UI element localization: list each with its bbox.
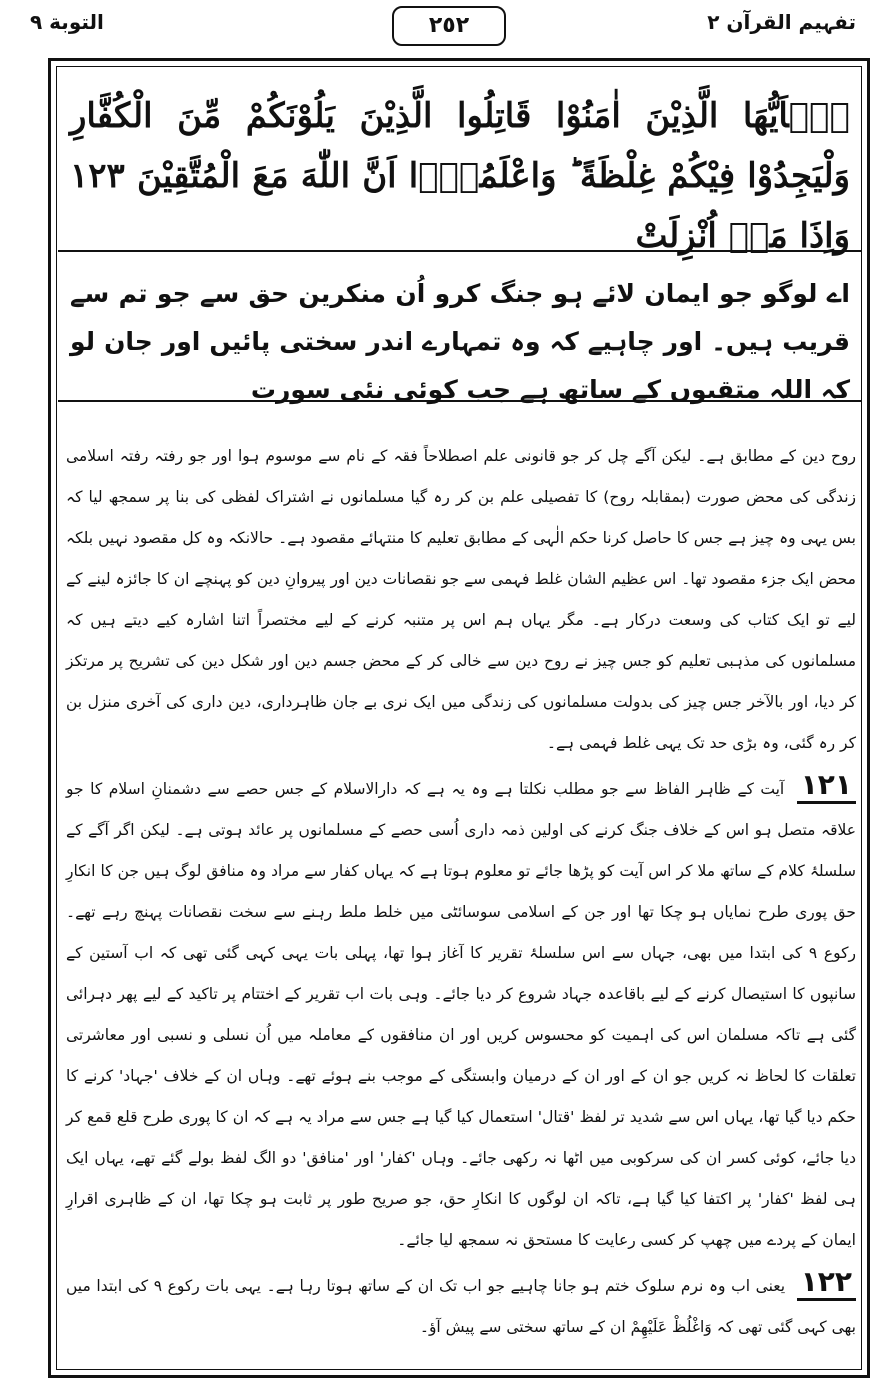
commentary-paragraph-1: روح دین کے مطابق ہے۔ لیکن آگے چل کر جو قانونی علم اصطلاحاً فقہ کے نام سے موسوم ہوا اور جو رفتہ رفتہ اسلامی زندگی کی محض صورت (بمقابلہ روح) کا تفصیلی علم بن کر رہ گیا مسلمانوں نے اشتراک لفظی کی بنا پر سمجھ لیا کہ بس یہی وہ چیز ہے جس کا حاصل کرنا حکم الٰہی کے مطابق تعلیم کا منتہائے مقصود ہے۔ حالانکہ وہ کل مقصود نہیں بلکہ محض ایک جزء مقصود تھا۔ اس عظیم الشان غلط فہمی سے جو نقصانات دین اور پیروانِ دین کو پہنچے ان کا جائزہ لینے کے لیے تو ایک کتاب کی وسعت درکار ہے۔ مگر یہاں ہم اس پر متنبہ کرنے کے لیے مختصراً اتنا اشارہ کیے دیتے ہیں کہ مسلمانوں کی مذہبی تعلیم کو جس چیز نے روح دین سے خالی کر کے محض جسم دین اور شکل دین کی تشریح پر مرتکز کر دیا، اور بالآخر جس چیز کی بدولت مسلمانوں کی زندگی میں ایک نری بے جان ظاہرداری، دین داری کی آخری منزل بن کر رہ گئی، وہ بڑی حد تک یہی غلط فہمی ہے۔: [66, 447, 856, 752]
verse-divider: [58, 250, 862, 252]
commentary-paragraph-121: آیت کے ظاہر الفاظ سے جو مطلب نکلتا ہے وہ یہ ہے کہ دارالاسلام کے جس حصے سے دشمنانِ اسلام کا جو علاقہ متصل ہو اس کے خلاف جنگ کرنے کی اولین ذمہ داری اُسی حصے کے مسلمانوں پر عائد ہوتی ہے۔ لیکن اگر آگے کے سلسلۂ کلام کے ساتھ ملا کر اس آیت کو پڑھا جائے تو معلوم ہوتا ہے کہ یہاں کفار سے مراد وہ منافق لوگ ہیں جن کا انکارِ حق پوری طرح نمایاں ہو چکا تھا اور جن کے اسلامی سوسائٹی میں خلط ملط رہنے سے سخت نقصانات پہنچ رہے تھے۔ رکوع ۹ کی ابتدا میں بھی، جہاں سے اس سلسلۂ تقریر کا آغاز ہوا تھا، پہلی بات یہی کہی گئی تھی کہ اب آستین کے سانپوں کا استیصال کرنے کے لیے باقاعدہ جہاد شروع کر دیا جائے۔ وہی بات اب تقریر کے اختتام پر تاکید کے لیے پھر دہرائی گئی ہے تاکہ مسلمان اس کی اہمیت کو محسوس کریں اور ان منافقوں کے معاملہ میں اُن نسلی و نسبی اور معاشرتی تعلقات کا لحاظ نہ کریں جو ان کے اور ان کے درمیان وابستگی کے موجب بنے ہوئے تھے۔ وہاں ان کے خلاف 'جہاد' کرنے کا حکم دیا گیا تھا، یہاں اس سے شدید تر لفظ 'قتال' استعمال کیا گیا ہے جس سے مراد یہ ہے کہ ان کا پوری طرح قلع قمع کر دیا جائے، کوئی کسر ان کی سرکوبی میں اٹھا نہ رکھی جائے۔ وہاں 'کفار' اور 'منافق' دو الگ لفظ بولے گئے تھے، یہاں ایک ہی لفظ 'کفار' پر اکتفا کیا گیا ہے، تاکہ ان لوگوں کا انکارِ حق، جو صریح طور پر ثابت ہو چکا تھا، ان کے ظاہری اقرارِ ایمان کے پردے میں چھپ کر کسی رعایت کا مستحق نہ سمجھ لیا جائے۔: [66, 780, 856, 1249]
page-number: ٢٥٢: [392, 6, 506, 46]
commentary: [66, 436, 856, 1348]
page-header: [0, 0, 896, 52]
book-running-head: تفہیم القرآن ٢: [707, 10, 856, 34]
footnote-number-121: ۱۲۱: [797, 768, 856, 804]
footnote-number-122: ۱۲۲: [797, 1265, 856, 1301]
commentary-paragraph-122: یعنی اب وہ نرم سلوک ختم ہو جانا چاہیے جو اب تک ان کے ساتھ ہوتا رہا ہے۔ یہی بات رکوع ۹ کی ابتدا میں بھی کہی گئی تھی کہ وَاغْلُظْ عَلَیْهِمْ ان کے ساتھ سختی سے پیش آؤ۔: [66, 1277, 856, 1336]
arabic-verse: یٰۤاَیُّهَا الَّذِیْنَ اٰمَنُوْا قَاتِلُوا الَّذِیْنَ یَلُوْنَكُمْ مِّنَ الْكُفَّارِ وَلْیَجِدُوْا فِیْكُمْ غِلْظَةً ؕ وَاعْلَمُوْۤا اَنَّ اللّٰهَ مَعَ الْمُتَّقِیْنَ ۱۲۳ وَاِذَا مَاۤ اُنْزِلَتْ: [70, 96, 850, 256]
urdu-translation: اے لوگو جو ایمان لائے ہو جنگ کرو اُن منکرین حق سے جو تم سے قریب ہیں۔ اور چاہیے کہ وہ تمہارے اندر سختی پائیں اور جان لو کہ اللہ متقیوں کے ساتھ ہے جب کوئی نئی سورت: [70, 279, 850, 404]
surah-running-head: التوبة ٩: [30, 10, 104, 34]
translation-divider: [58, 400, 862, 402]
